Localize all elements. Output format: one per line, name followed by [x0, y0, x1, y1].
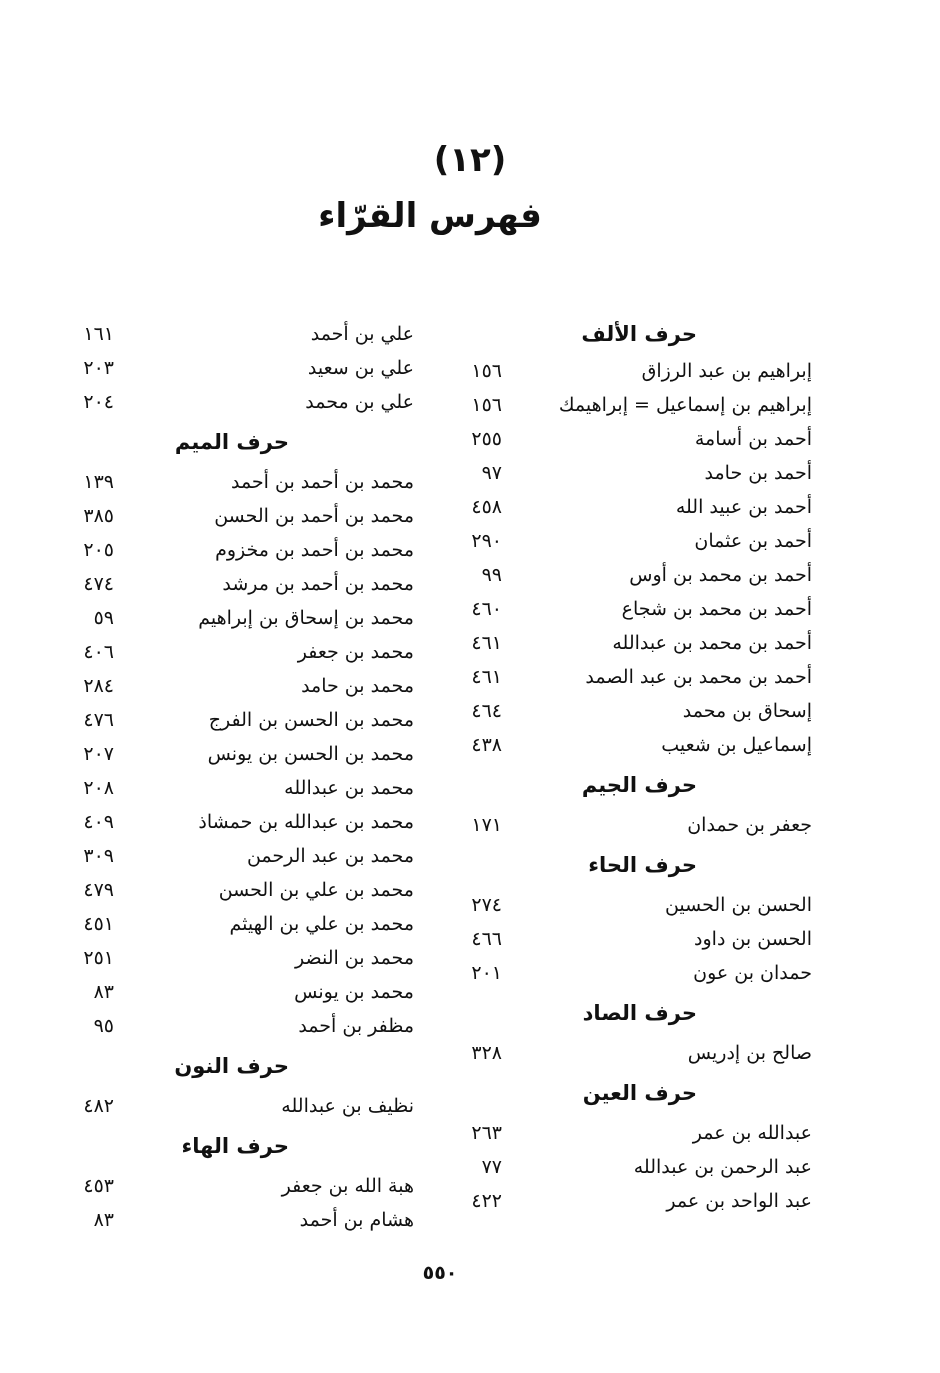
index-entry — [54, 1203, 414, 1237]
reader-name: إبراهيم بن عبد الرزاق — [641, 360, 812, 382]
index-entry — [54, 907, 414, 941]
reader-name: أحمد بن محمد بن أوس — [629, 564, 812, 586]
index-entry — [372, 922, 812, 956]
reader-name: عبد الرحمن بن عبدالله — [633, 1156, 812, 1178]
page-reference: ١٦١ — [83, 323, 114, 345]
reader-name: الحسن بن الحسين — [664, 894, 812, 916]
index-entry — [372, 490, 812, 524]
reader-name: محمد بن علي بن الهيثم — [229, 913, 414, 935]
index-entry — [54, 1169, 414, 1203]
letter-heading — [372, 762, 812, 808]
reader-name: أحمد بن حامد — [704, 462, 812, 484]
letter-heading-text: حرف الجيم — [581, 773, 697, 797]
reader-name: محمد بن الحسن بن الفرج — [208, 709, 414, 731]
page-reference: ٤٧٤ — [83, 573, 114, 595]
page-reference: ٢٠٤ — [83, 391, 114, 413]
index-entry — [372, 888, 812, 922]
reader-name: محمد بن الحسن بن يونس — [207, 743, 414, 765]
page-reference: ٤٢٢ — [471, 1190, 502, 1212]
reader-name: محمد بن عبدالله — [284, 777, 414, 799]
page-reference: ٣٢٨ — [471, 1042, 502, 1064]
index-entry — [372, 456, 812, 490]
reader-name: علي بن أحمد — [310, 323, 414, 345]
page-reference: ٢٥١ — [83, 947, 114, 969]
index-entry — [372, 1150, 812, 1184]
reader-name: حمدان بن عون — [693, 962, 812, 984]
letter-heading — [372, 1070, 812, 1116]
reader-name: أحمد بن محمد بن عبد الصمد — [585, 666, 812, 688]
index-title: فهرس القرّاء — [318, 196, 542, 236]
index-entry — [372, 1116, 812, 1150]
letter-heading-text: حرف الصاد — [582, 1001, 697, 1025]
reader-name: هشام بن أحمد — [299, 1209, 414, 1231]
page-reference: ٢٠٨ — [83, 777, 114, 799]
letter-heading-text: حرف الحاء — [588, 853, 697, 877]
page-reference: ٢٥٥ — [471, 428, 502, 450]
reader-name: محمد بن النضر — [295, 947, 414, 969]
page-reference: ٨٣ — [93, 981, 114, 1003]
index-entry — [372, 388, 812, 422]
page-reference: ١٥٦ — [471, 394, 502, 416]
index-entry — [372, 626, 812, 660]
index-entry — [372, 422, 812, 456]
reader-name: جعفر بن حمدان — [687, 814, 812, 836]
reader-name: علي بن محمد — [305, 391, 414, 413]
page-reference: ١٧١ — [471, 814, 502, 836]
page-reference: ٤٣٨ — [471, 734, 502, 756]
page-reference: ٢٩٠ — [471, 530, 502, 552]
page-reference: ٤٠٦ — [83, 641, 114, 663]
page-reference: ٤٧٦ — [83, 709, 114, 731]
page-reference: ٣٨٥ — [83, 505, 114, 527]
reader-name: محمد بن علي بن الحسن — [218, 879, 414, 901]
page-reference: ٢٨٤ — [83, 675, 114, 697]
page-reference: ٢٠٥ — [83, 539, 114, 561]
reader-name: عبد الواحد بن عمر — [666, 1190, 812, 1212]
page-reference: ٤٦١ — [471, 632, 502, 654]
reader-name: نظيف بن عبدالله — [281, 1095, 414, 1117]
index-entry — [54, 737, 414, 771]
reader-name: إسماعيل بن شعيب — [661, 734, 812, 756]
index-entry — [372, 956, 812, 990]
reader-name: محمد بن جعفر — [297, 641, 414, 663]
reader-name: أحمد بن عثمان — [694, 530, 812, 552]
index-entry — [54, 703, 414, 737]
reader-name: أحمد بن محمد بن شجاع — [621, 598, 812, 620]
index-entry — [372, 660, 812, 694]
index-entry — [372, 808, 812, 842]
page-reference: ٩٧ — [481, 462, 502, 484]
reader-name: محمد بن إسحاق بن إبراهيم — [198, 607, 414, 629]
index-entry — [372, 1036, 812, 1070]
index-entry — [372, 728, 812, 762]
reader-name: إسحاق بن محمد — [682, 700, 812, 722]
page-reference: ٤٦١ — [471, 666, 502, 688]
page-reference: ١٥٦ — [471, 360, 502, 382]
page-reference: ٣٠٩ — [83, 845, 114, 867]
reader-name: محمد بن عبدالله بن حمشاذ — [198, 811, 414, 833]
page-reference: ٢٠١ — [471, 962, 502, 984]
page-reference: ٩٥ — [93, 1015, 114, 1037]
letter-heading — [54, 419, 414, 465]
index-entry — [372, 592, 812, 626]
reader-name: محمد بن أحمد بن الحسن — [214, 505, 414, 527]
reader-name: مظفر بن أحمد — [298, 1015, 414, 1037]
page-reference: ٤٦٠ — [471, 598, 502, 620]
letter-heading-text: حرف العين — [582, 1081, 697, 1105]
index-entry — [372, 694, 812, 728]
reader-name: أحمد بن عبيد الله — [675, 496, 812, 518]
reader-name: الحسن بن داود — [694, 928, 812, 950]
page-reference: ٤٥٣ — [83, 1175, 114, 1197]
index-entry — [54, 1089, 414, 1123]
page-reference: ٢٠٧ — [83, 743, 114, 765]
page-reference: ٤٦٤ — [471, 700, 502, 722]
page-reference: ٤٨٢ — [83, 1095, 114, 1117]
page-reference: ٩٩ — [481, 564, 502, 586]
index-entry — [54, 351, 414, 385]
index-entry — [54, 975, 414, 1009]
reader-name: محمد بن حامد — [301, 675, 414, 697]
index-entry — [54, 1009, 414, 1043]
reader-name: إبراهيم بن إسماعيل = إبراهيمك — [558, 394, 812, 416]
page-reference: ٢٦٣ — [471, 1122, 502, 1144]
reader-name: محمد بن أحمد بن أحمد — [230, 471, 414, 493]
letter-heading-text: حرف الهاء — [181, 1134, 289, 1158]
letter-heading-text: حرف النون — [174, 1054, 289, 1078]
index-entry — [372, 354, 812, 388]
reader-name: محمد بن أحمد بن مخزوم — [215, 539, 414, 561]
index-entry — [54, 499, 414, 533]
letter-heading — [372, 990, 812, 1036]
letter-heading-text: حرف الميم — [174, 430, 289, 454]
reader-name: صالح بن إدريس — [687, 1042, 812, 1064]
page-reference: ٤٧٩ — [83, 879, 114, 901]
page-reference: ٤٥٨ — [471, 496, 502, 518]
index-entry — [54, 635, 414, 669]
index-entry — [54, 385, 414, 419]
page-reference: ٨٣ — [93, 1209, 114, 1231]
page-reference: ١٣٩ — [83, 471, 114, 493]
letter-heading — [54, 1043, 414, 1089]
letter-heading — [54, 1123, 414, 1169]
index-entry — [54, 465, 414, 499]
reader-name: محمد بن عبد الرحمن — [246, 845, 414, 867]
page-number: ٥٥٠ — [422, 1262, 458, 1284]
index-entry — [372, 558, 812, 592]
page-reference: ٤٦٦ — [471, 928, 502, 950]
index-entry — [54, 805, 414, 839]
letter-heading — [372, 314, 812, 354]
reader-name: علي بن سعيد — [307, 357, 414, 379]
letter-heading — [372, 842, 812, 888]
index-entry — [54, 317, 414, 351]
page-reference: ٤٠٩ — [83, 811, 114, 833]
page-reference: ٧٧ — [481, 1156, 502, 1178]
page-reference: ٢٠٣ — [83, 357, 114, 379]
index-entry — [54, 533, 414, 567]
index-entry — [54, 941, 414, 975]
reader-name: أحمد بن أسامة — [694, 428, 812, 450]
index-entry — [54, 567, 414, 601]
index-entry — [372, 1184, 812, 1218]
reader-name: عبدالله بن عمر — [692, 1122, 812, 1144]
index-entry — [54, 873, 414, 907]
reader-name: محمد بن يونس — [294, 981, 414, 1003]
page-reference: ٤٥١ — [83, 913, 114, 935]
reader-name: محمد بن أحمد بن مرشد — [222, 573, 414, 595]
index-number: (١٢) — [433, 140, 507, 180]
right-column — [372, 314, 812, 1218]
index-entry — [54, 601, 414, 635]
page-reference: ٥٩ — [93, 607, 114, 629]
page-reference: ٢٧٤ — [471, 894, 502, 916]
reader-name: هبة الله بن جعفر — [281, 1175, 414, 1197]
index-entry — [54, 669, 414, 703]
index-entry — [54, 839, 414, 873]
letter-heading-text: حرف الألف — [581, 322, 697, 346]
index-entry — [54, 771, 414, 805]
left-column — [54, 314, 414, 1237]
reader-name: أحمد بن محمد بن عبدالله — [612, 632, 812, 654]
index-entry — [372, 524, 812, 558]
